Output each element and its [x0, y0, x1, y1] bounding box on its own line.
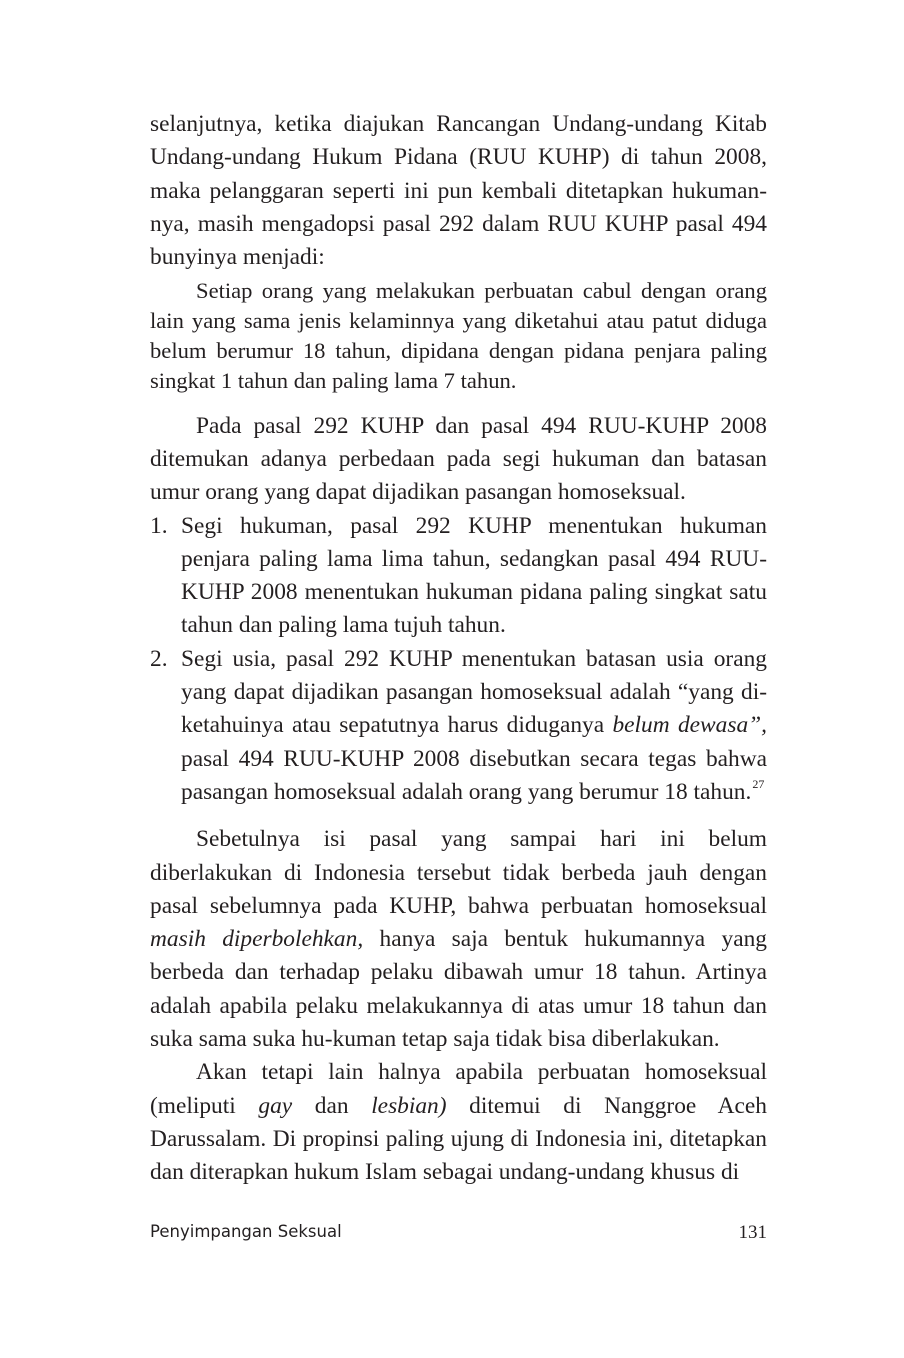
- spacer: [150, 809, 767, 823]
- spacer: [150, 396, 767, 410]
- list-item-text: Segi hukuman, pasal 292 KUHP menentukan hukuman penjara paling lama lima tahun, sedangkan pasal 494 RUU-KUHP 2008 menentukan hukuman pidana paling singkat satu tahun dan paling lama tujuh tahun.: [181, 512, 767, 639]
- paragraph-3-text: Sebetulnya isi pasal yang sampai hari ini belum diberlakukan di Indonesia tersebut tidak berbeda jauh dengan pasal sebelumnya pada KUHP, bahwa perbuatan homoseksual: [150, 826, 767, 919]
- running-title: Penyimpangan Seksual: [150, 1222, 342, 1241]
- paragraph-3: [150, 823, 767, 1056]
- italic-phrase: belum dewasa”,: [612, 712, 767, 739]
- list-item-text-cont: pasal 494 RUU-KUHP 2008 disebutkan secara tegas bahwa pasangan homoseksual adalah orang yang berumur 18 tahun.: [181, 745, 767, 805]
- paragraph-1: selanjutnya, ketika diajukan Rancangan Undang-undang Kitab Undang-undang Hukum Pidana (RUU KUHP) di tahun 2008, maka pelanggaran seperti ini pun kembali ditetapkan hukuman-nya, masih mengadopsi pasal 292 dalam RUU KUHP pasal 494 bunyinya menjadi:: [150, 111, 767, 271]
- numbered-list: [150, 510, 767, 810]
- page-number: 131: [738, 1222, 767, 1243]
- paragraph-4-dan: dan: [292, 1092, 372, 1119]
- paragraph-4-text: Akan tetapi lain halnya apabila perbuatan homoseksual (meliputi: [150, 1059, 767, 1119]
- list-item: [150, 510, 767, 643]
- list-item: [150, 643, 767, 809]
- block-quote: Setiap orang yang melakukan perbuatan cabul dengan orang lain yang sama jenis kelaminnya yang diketahui atau patut diduga belum berumur 18 tahun, dipidana dengan pidana penjara paling singkat 1 tahun dan paling lama 7 tahun.: [150, 278, 767, 393]
- italic-phrase: masih diperbolehkan,: [150, 926, 364, 953]
- paragraph-2: Pada pasal 292 KUHP dan pasal 494 RUU-KUHP 2008 ditemukan adanya perbedaan pada segi hukuman dan batasan umur orang yang dapat dijadikan pasangan homoseksual.: [150, 412, 767, 506]
- paragraph-3-text-cont: hanya saja bentuk hukumannya yang berbeda dan terhadap pelaku dibawah umur 18 tahun. Artinya adalah apabila pelaku melakukannya di atas umur 18 tahun dan suka sama suka hu-kuman tetap saja tidak bisa diberlakukan.: [150, 926, 767, 1053]
- footnote-marker[interactable]: 27: [752, 776, 765, 791]
- list-item-text: Segi usia, pasal 292 KUHP menentukan batasan usia orang yang dapat dijadikan pasangan homoseksual adalah “yang di-ketahuinya atau sepatutnya harus diduganya: [181, 645, 767, 739]
- italic-gay: gay: [258, 1092, 293, 1119]
- paragraph-4: [150, 1056, 767, 1189]
- list-number: 1.: [150, 512, 168, 539]
- page-body: [150, 108, 767, 1190]
- italic-lesbian: lesbian): [371, 1092, 447, 1119]
- list-number: 2.: [150, 645, 168, 672]
- paragraph-4-text-cont: ditemui di Nanggroe Aceh Darussalam. Di propinsi paling ujung di Indonesia ini, ditetapkan dan diterapkan hukum Islam sebagai undang-undang khusus di: [150, 1092, 767, 1186]
